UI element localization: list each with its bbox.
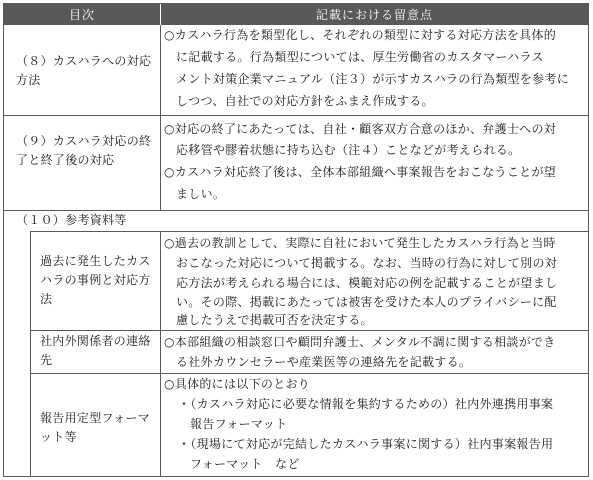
- header-contents: 目次: [68, 8, 95, 22]
- guideline-table: [3, 3, 589, 477]
- column-divider-lower: [160, 231, 161, 476]
- row-label-9: （９）カスハラ対応の終了と終了後の対応: [16, 134, 152, 167]
- note-line: しつつ、自社での対応方針をふまえ作成する。: [176, 94, 434, 108]
- row-divider: [30, 373, 588, 374]
- note-line: る社外カウンセラーや産業医等の連絡先を記載する。: [176, 355, 472, 369]
- row-divider: [30, 330, 588, 331]
- note-line: い。その際、掲載にあたっては被害を受けた本人のプライバシーに配: [176, 295, 557, 309]
- note-line: 報告フォーマット: [190, 417, 288, 431]
- note-line: ○過去の教訓として、実際に自社において発生したカスハラ行為と当時: [164, 236, 556, 250]
- row-label-10: （１０）参考資料等: [16, 213, 127, 227]
- row-divider: [30, 231, 588, 232]
- subrow-label-contacts: 社内外関係者の連絡先: [40, 334, 151, 367]
- note-line: おこなった対応について掲載する。なお、当時の行為に対して別の対: [176, 256, 558, 270]
- table-header: [4, 4, 588, 25]
- note-line: フォーマット など: [190, 457, 300, 471]
- subrow-label-past-cases: 過去に発生したカスハラの事例と対応方法: [40, 254, 151, 306]
- indent-divider: [30, 231, 31, 476]
- note-line: 慮したうえで掲載可否を決定する。: [176, 313, 373, 327]
- note-line: ○本部組織の相談窓口や顧問弁護士、メンタル不調に関する相談ができ: [164, 335, 556, 349]
- note-line: 応方法が考えられる場合には、模範対応の例を記載することが望まし: [176, 276, 558, 290]
- column-divider: [160, 25, 161, 210]
- note-line: メント対策企業マニュアル（注３）が示すカスハラの行為類型を参考に: [176, 72, 570, 86]
- note-line: 応移管や膠着状態に持ち込む（注４）ことなどが考えられる。: [176, 143, 521, 157]
- note-line: ○カスハラ行為を類型化し、それぞれの類型に対する対応方法を具体的: [164, 28, 557, 42]
- subrow-label-report-formats: 報告用定型フォーマット等: [40, 411, 151, 444]
- note-line: ○カスハラ対応終了後は、全体本部組織へ事案報告をおこなうことが望: [164, 165, 557, 179]
- note-line: ましい。: [176, 187, 226, 201]
- note-line: ・（カスハラ対応に必要な情報を集約するための）社内外連携用事案: [178, 397, 554, 411]
- note-line: に記載する。行為類型については、厚生労働省のカスタマーハラス: [176, 50, 544, 64]
- row-divider: [4, 115, 588, 116]
- note-line: ・（現場にて対応が完結したカスハラ事案に関する）社内事案報告用: [178, 437, 554, 451]
- note-line: ○具体的には以下のとおり: [164, 377, 311, 391]
- row-label-8: （８）カスハラへの対応方法: [16, 54, 152, 87]
- note-line: ○対応の終了にあたっては、自社・顧客双方合意のほか、弁護士への対: [164, 122, 557, 136]
- header-notes: 記載における留意点: [160, 4, 588, 25]
